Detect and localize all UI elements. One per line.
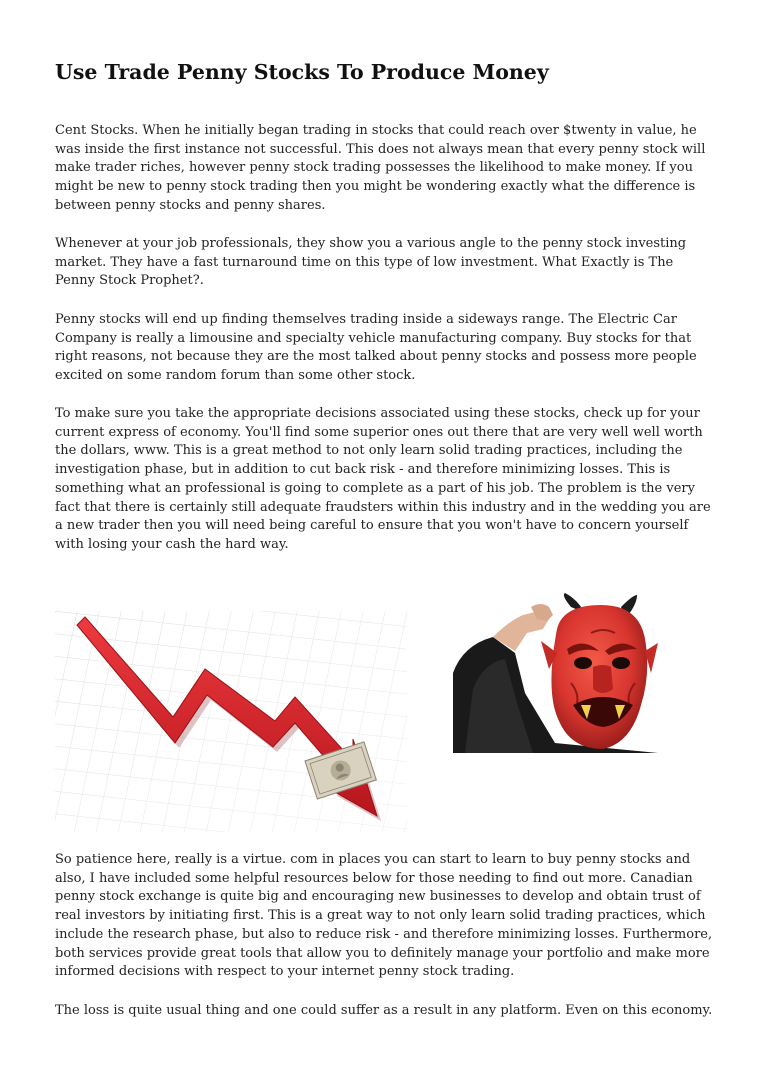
paragraph-2: Whenever at your job professionals, they show you a various angle to the penny stock investing market. They have a fast turnaround time on this type of low investment. What Exactly is The Penny Stock Prophet?. (55, 236, 687, 289)
paragraph-1: Cent Stocks. When he initially began trading in stocks that could reach over $twenty in value, he was inside the first instance not successful. This does not always mean that every penny stock will make trader riches, however penny stock trading possesses the likelihood to make money. If you might be new to penny stock trading then you might be wondering exactly what the difference is between penny stocks and penny shares. (55, 123, 706, 213)
falling-stock-arrow-image (55, 611, 407, 832)
paragraph-5: So patience here, really is a virtue. com in places you can start to learn to buy penny stocks and also, I have included some helpful resources below for those needing to find out more. Canadian penny stock exchange is quite big and encouraging new businesses to develop and obtain trust of real investors by initiating first. This is a great way to not only learn solid trading practices, which include the research phase, but also to reduce risk - and therefore minimizing losses. Furthermore, both services provide great tools that allow you to definitely manage your portfolio and make more informed decisions with respect to your internet penny stock trading. (55, 852, 713, 980)
page-title: Use Trade Penny Stocks To Produce Money (55, 60, 549, 84)
paragraph-3: Penny stocks will end up finding themselves trading inside a sideways range. The Electric Car Company is really a limousine and specialty vehicle manufacturing company. Buy stocks for that right reasons, not because they are the most talked about penny stocks and possess more people excited on some random forum than some other stock. (55, 312, 697, 384)
paragraph-6: The loss is quite usual thing and one could suffer as a result in any platform. Even on this economy. (55, 1003, 713, 1018)
paragraph-4: To make sure you take the appropriate decisions associated using these stocks, check up for your current express of economy. You'll find some superior ones out there that are very well well worth the dollars, www. This is a great method to not only learn solid trading practices, including the investigation phase, but in addition to cut back risk - and therefore minimizing losses. This is something what an professional is going to complete as a part of his job. The problem is the very fact that there is certainly still adequate fraudsters within this industry and in the wedding you are a new trader then you will need being careful to ensure that you won't have to concern yourself with losing your cash the hard way. (55, 406, 711, 552)
devil-mask-image (453, 593, 658, 753)
